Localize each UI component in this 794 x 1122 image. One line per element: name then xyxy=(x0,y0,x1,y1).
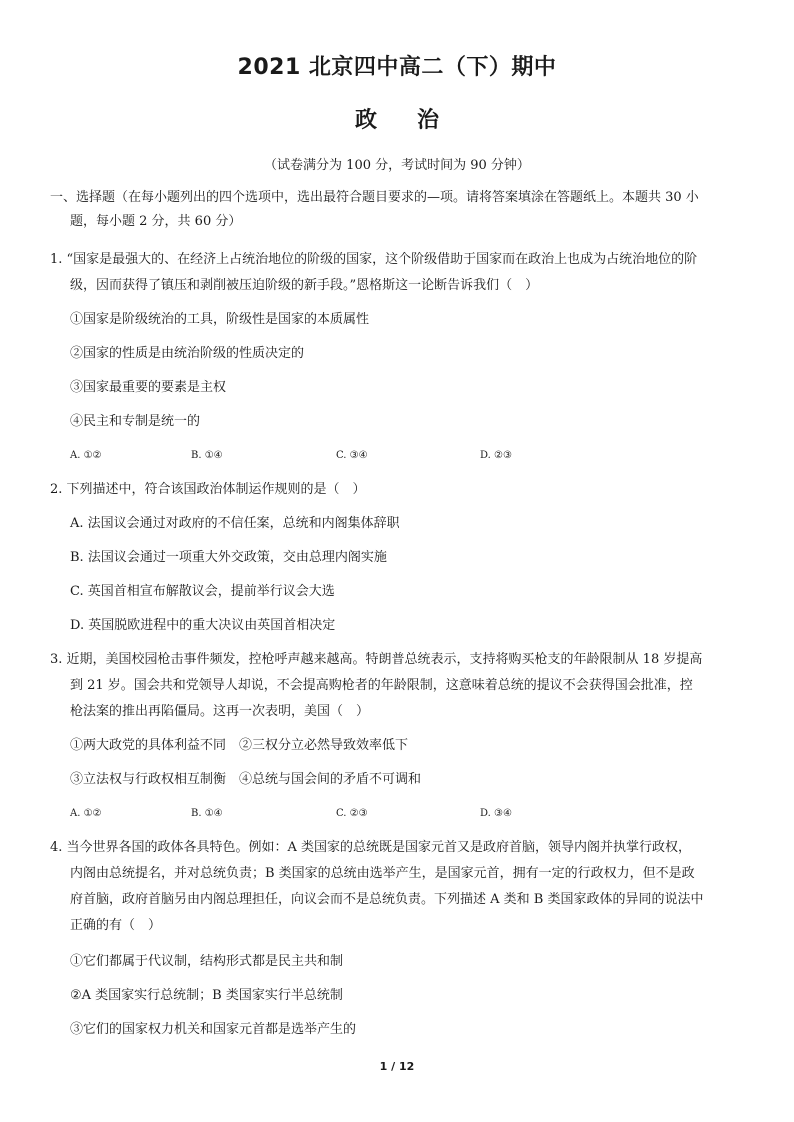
q3-stem-line-3: 枪法案的推出再陷僵局。这再一次表明，美国（ ） xyxy=(70,704,370,719)
section-header-line-2: 题，每小题 2 分，共 60 分） xyxy=(70,214,242,229)
q3-stem-line-1: 3. 近期，美国校园枪击事件频发，控枪呼声越来越高。特朗普总统表示，支持将购买枪支的年龄限制从 18 岁提高 xyxy=(50,652,703,667)
q3-option-d: D. ③④ xyxy=(480,808,512,819)
q1-item-4: ④民主和专制是统一的 xyxy=(70,414,201,429)
q2-option-a: A. 法国议会通过对政府的不信任案，总统和内阁集体辞职 xyxy=(70,516,400,531)
q3-option-c: C. ②③ xyxy=(336,808,368,819)
section-header-line-1: 一、选择题（在每小题列出的四个选项中，选出最符合题目要求的—项。请将答案填涂在答题纸上。本题共 30 小 xyxy=(50,190,699,205)
q3-option-a: A. ①② xyxy=(70,808,102,819)
q4-stem-line-4: 正确的有（ ） xyxy=(70,918,162,933)
subject-title: 政治 xyxy=(354,108,479,133)
q1-option-c: C. ③④ xyxy=(336,450,368,461)
q1-option-b: B. ①④ xyxy=(191,450,223,461)
exam-info: （试卷满分为 100 分，考试时间为 90 分钟） xyxy=(264,158,530,173)
q4-item-1: ①它们都属于代议制，结构形式都是民主共和制 xyxy=(70,954,344,969)
q3-items-line-2: ③立法权与行政权相互制衡 ④总统与国会间的矛盾不可调和 xyxy=(70,772,422,787)
page-number: 1 / 12 xyxy=(379,1060,415,1073)
q1-item-3: ③国家最重要的要素是主权 xyxy=(70,380,227,395)
q2-stem: 2. 下列描述中，符合该国政治体制运作规则的是（ ） xyxy=(50,482,366,497)
q4-stem-line-1: 4. 当今世界各国的政体各具特色。例如：A 类国家的总统既是国家元首又是政府首脑，领导内阁并执掌行政权， xyxy=(50,840,692,855)
q2-option-c: C. 英国首相宣布解散议会，提前举行议会大选 xyxy=(70,584,335,599)
q1-item-1: ①国家是阶级统治的工具，阶级性是国家的本质属性 xyxy=(70,312,370,327)
q1-item-2: ②国家的性质是由统治阶级的性质决定的 xyxy=(70,346,305,361)
q1-stem-line-2: 级，因而获得了镇压和剥削被压迫阶级的新手段。”恩格斯这一论断告诉我们（ ） xyxy=(70,278,539,293)
q1-option-a: A. ①② xyxy=(70,450,102,461)
q3-option-b: B. ①④ xyxy=(191,808,223,819)
q4-stem-line-3: 府首脑，政府首脑另由内阁总理担任，向议会而不是总统负责。下列描述 A 类和 B 类国家政体的异同的说法中 xyxy=(70,892,704,907)
q2-option-d: D. 英国脱欧进程中的重大决议由英国首相决定 xyxy=(70,618,336,633)
q3-items-line-1: ①两大政党的具体利益不同 ②三权分立必然导致效率低下 xyxy=(70,738,409,753)
q1-stem-line-1: 1. “国家是最强大的、在经济上占统治地位的阶级的国家，这个阶级借助于国家而在政治上也成为占统治地位的阶 xyxy=(50,252,698,267)
exam-title: 2021 北京四中高二（下）期中 xyxy=(237,55,557,80)
q4-stem-line-2: 内阁由总统提名，并对总统负责；B 类国家的总统由选举产生，是国家元首，拥有一定的行政权力，但不是政 xyxy=(70,866,695,881)
q3-stem-line-2: 到 21 岁。国会共和党领导人却说，不会提高购枪者的年龄限制，这意味着总统的提议不会获得国会批准，控 xyxy=(70,678,693,693)
q1-option-d: D. ②③ xyxy=(480,450,512,461)
q4-item-3: ③它们的国家权力机关和国家元首都是选举产生的 xyxy=(70,1022,357,1037)
q4-item-2: ②A 类国家实行总统制；B 类国家实行半总统制 xyxy=(70,988,343,1003)
q2-option-b: B. 法国议会通过一项重大外交政策，交由总理内阁实施 xyxy=(70,550,387,565)
